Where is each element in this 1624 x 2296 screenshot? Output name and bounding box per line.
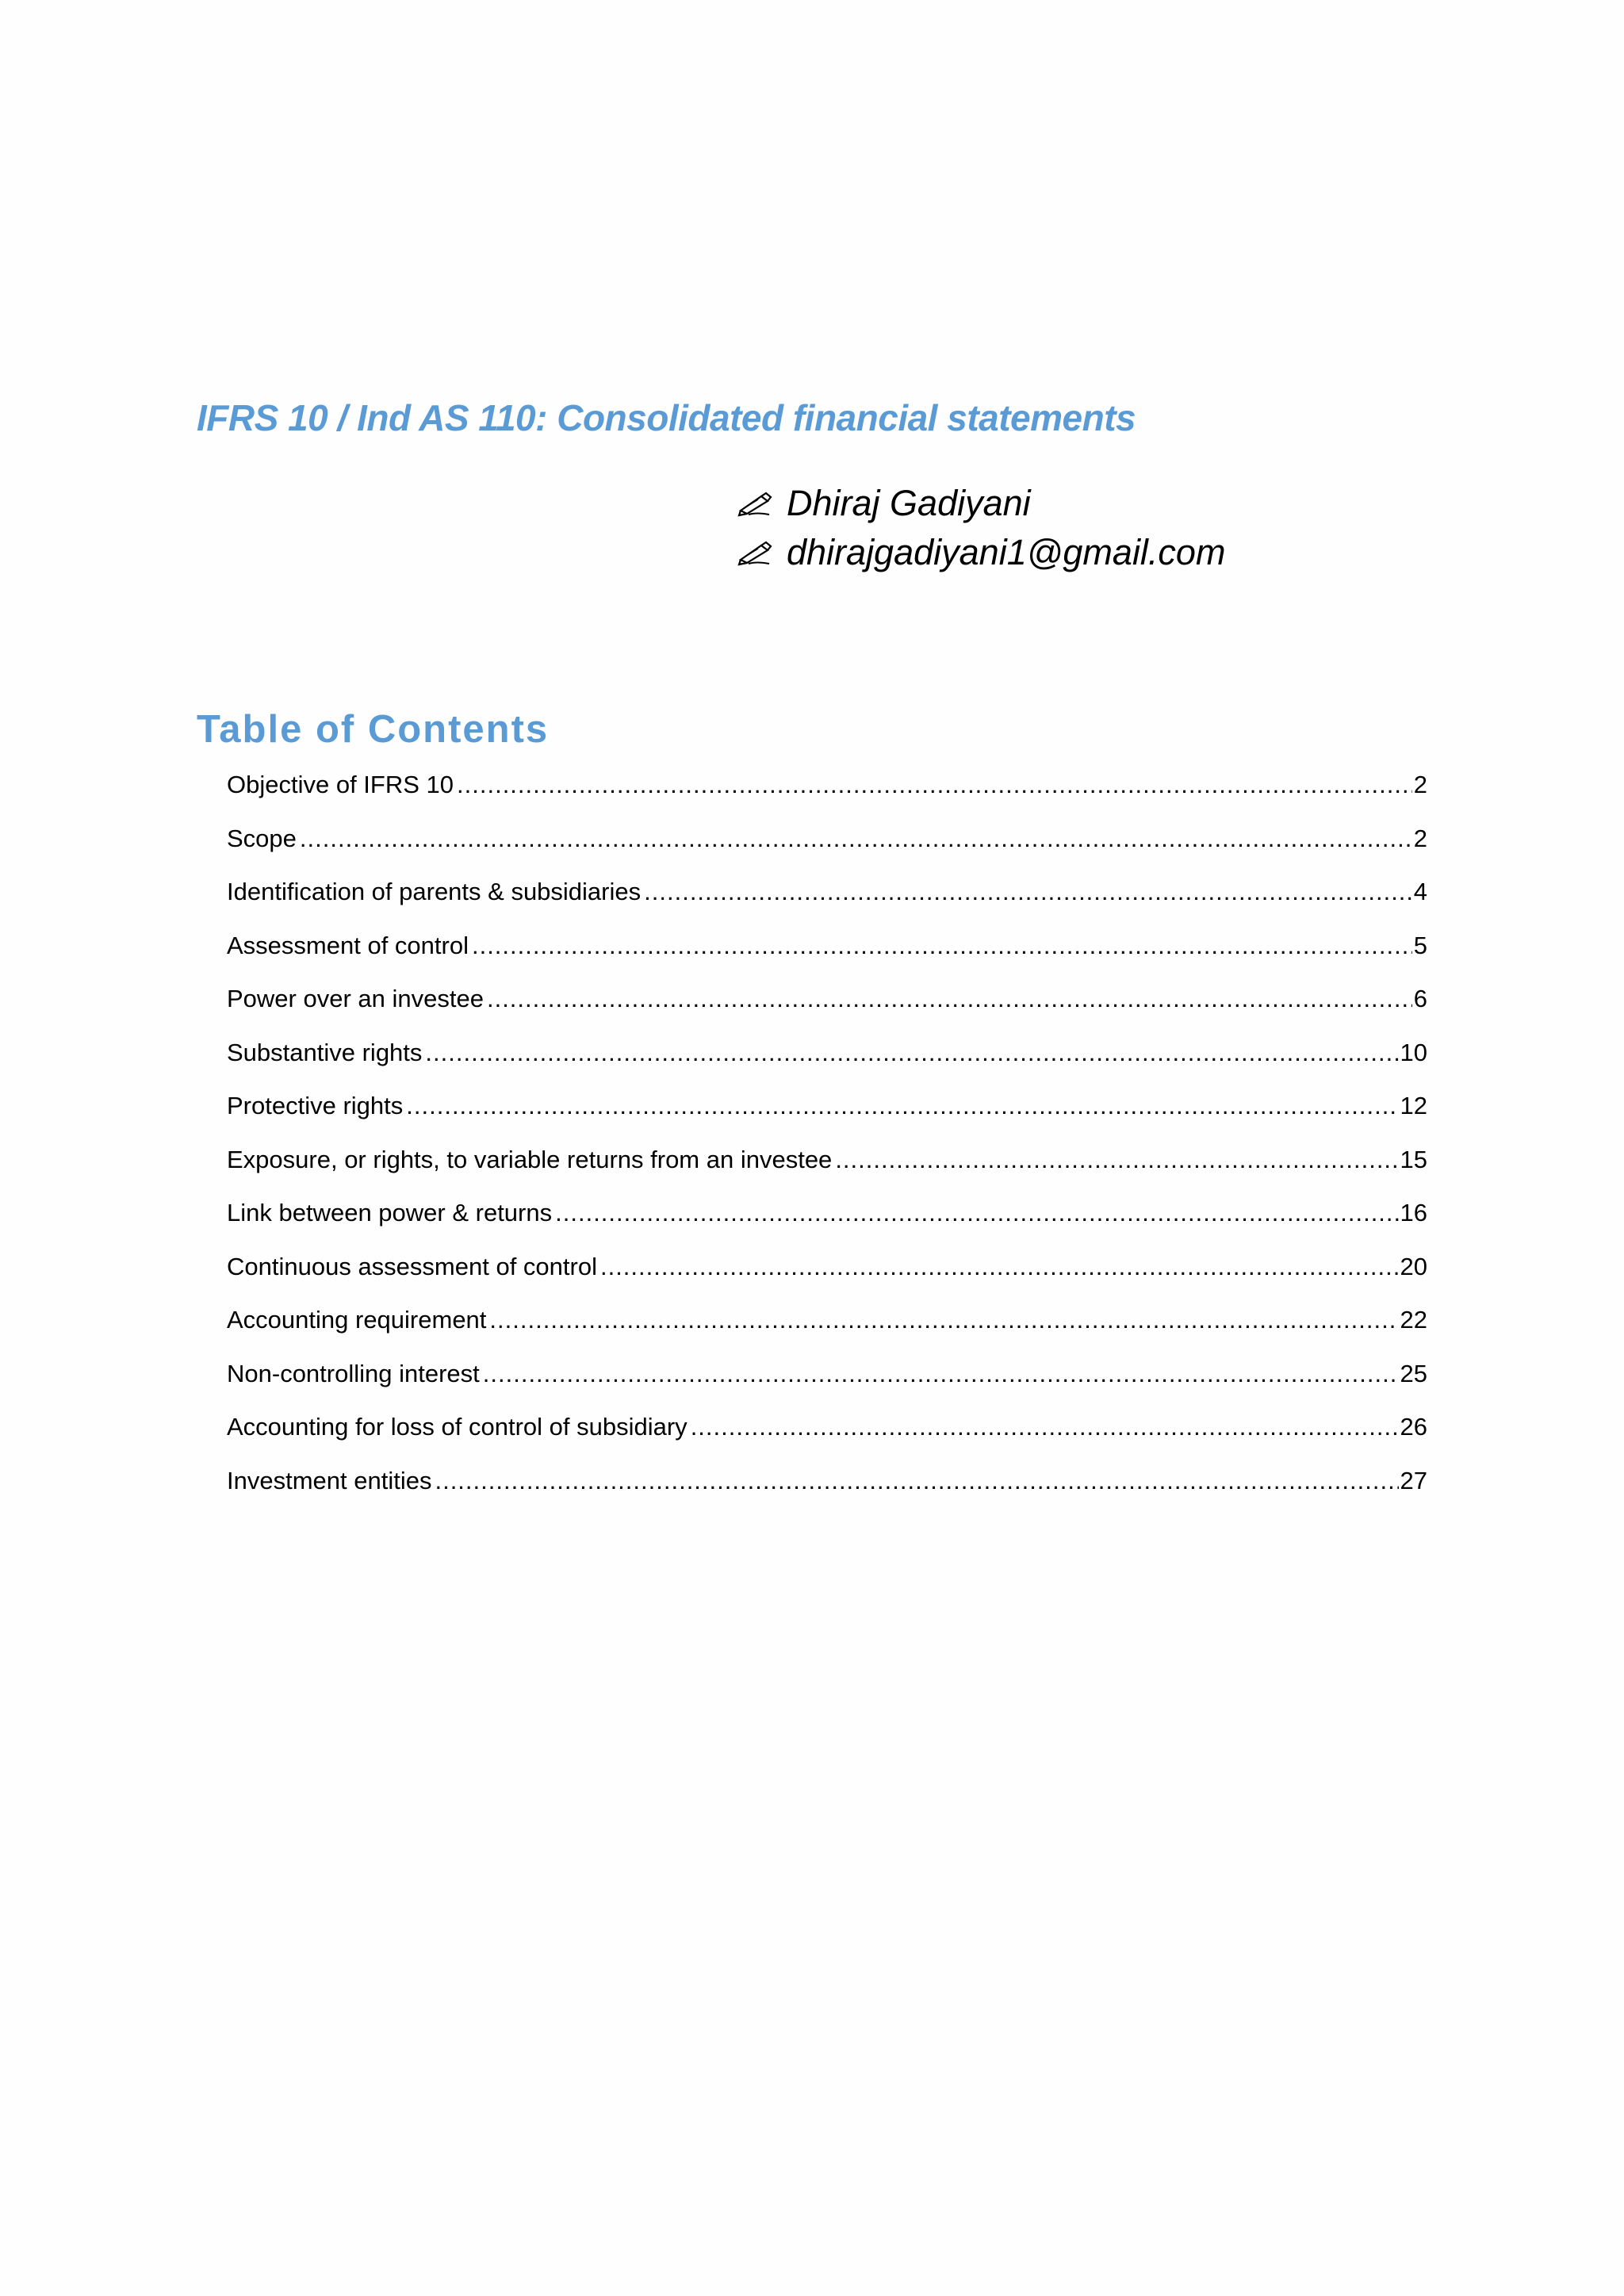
toc-entry[interactable] [227,1405,1427,1459]
toc-entry[interactable] [227,977,1427,1031]
toc-entry[interactable] [227,1031,1427,1085]
toc-entry-label: Power over an investee [227,985,484,1012]
toc-list [227,763,1427,1512]
toc-entry-label: Link between power & returns [227,1199,553,1226]
toc-entry-page: 16 [1400,1199,1427,1226]
toc-entry[interactable] [227,1298,1427,1352]
toc-entry-label: Assessment of control [227,931,469,959]
toc-leader-dots [457,763,1412,807]
toc-entry-page: 12 [1400,1092,1427,1119]
toc-leader-dots [483,1352,1399,1396]
toc-entry-page: 2 [1413,771,1427,798]
toc-entry-page: 20 [1400,1252,1427,1280]
toc-entry-label: Substantive rights [227,1038,423,1066]
toc-entry-label: Exposure, or rights, to variable returns from an investee [227,1145,833,1173]
toc-entry-page: 26 [1400,1413,1427,1441]
document-title: IFRS 10 / Ind AS 110: Consolidated financial statements [197,397,1136,438]
toc-entry-page: 25 [1400,1359,1427,1387]
toc-leader-dots [406,1084,1398,1128]
toc-entry[interactable] [227,1245,1427,1299]
toc-entry[interactable] [227,1459,1427,1513]
toc-entry[interactable] [227,763,1427,817]
toc-leader-dots [835,1138,1398,1182]
toc-heading: Table of Contents [197,708,550,751]
toc-entry-label: Accounting for loss of control of subsidiary [227,1413,688,1441]
toc-leader-dots [300,817,1412,861]
toc-entry[interactable] [227,870,1427,924]
author-email-line [737,528,1225,577]
toc-entry[interactable] [227,1138,1427,1192]
toc-entry-page: 10 [1400,1038,1427,1066]
toc-entry[interactable] [227,924,1427,978]
toc-leader-dots [489,1298,1398,1342]
toc-entry-page: 6 [1413,985,1427,1012]
toc-leader-dots [600,1245,1399,1289]
toc-leader-dots [691,1405,1399,1449]
author-name-line [737,479,1225,528]
toc-entry-page: 4 [1413,878,1427,905]
author-block [737,479,1225,577]
toc-entry-page: 5 [1413,931,1427,959]
toc-entry[interactable] [227,817,1427,871]
pen-writing-icon [737,539,774,566]
toc-leader-dots [472,924,1412,968]
toc-entry-page: 2 [1413,824,1427,852]
toc-leader-dots [555,1191,1398,1235]
toc-leader-dots [644,870,1412,914]
toc-entry-page: 27 [1400,1466,1427,1494]
toc-entry-label: Identification of parents & subsidiaries [227,878,642,905]
toc-entry-page: 22 [1400,1306,1427,1334]
toc-entry-label: Scope [227,824,297,852]
toc-entry-label: Objective of IFRS 10 [227,771,454,798]
toc-entry[interactable] [227,1191,1427,1245]
toc-entry-label: Non-controlling interest [227,1359,480,1387]
author-name: Dhiraj Gadiyani [787,483,1031,523]
toc-leader-dots [435,1459,1398,1503]
toc-entry-label: Accounting requirement [227,1306,487,1334]
author-email[interactable]: dhirajgadiyani1@gmail.com [787,532,1226,572]
toc-entry-label: Protective rights [227,1092,404,1119]
toc-entry-label: Continuous assessment of control [227,1252,597,1280]
toc-entry-page: 15 [1400,1145,1427,1173]
pen-writing-icon [737,490,774,517]
toc-entry[interactable] [227,1352,1427,1406]
toc-entry-label: Investment entities [227,1466,432,1494]
toc-leader-dots [425,1031,1398,1075]
toc-entry[interactable] [227,1084,1427,1138]
toc-leader-dots [487,977,1412,1021]
